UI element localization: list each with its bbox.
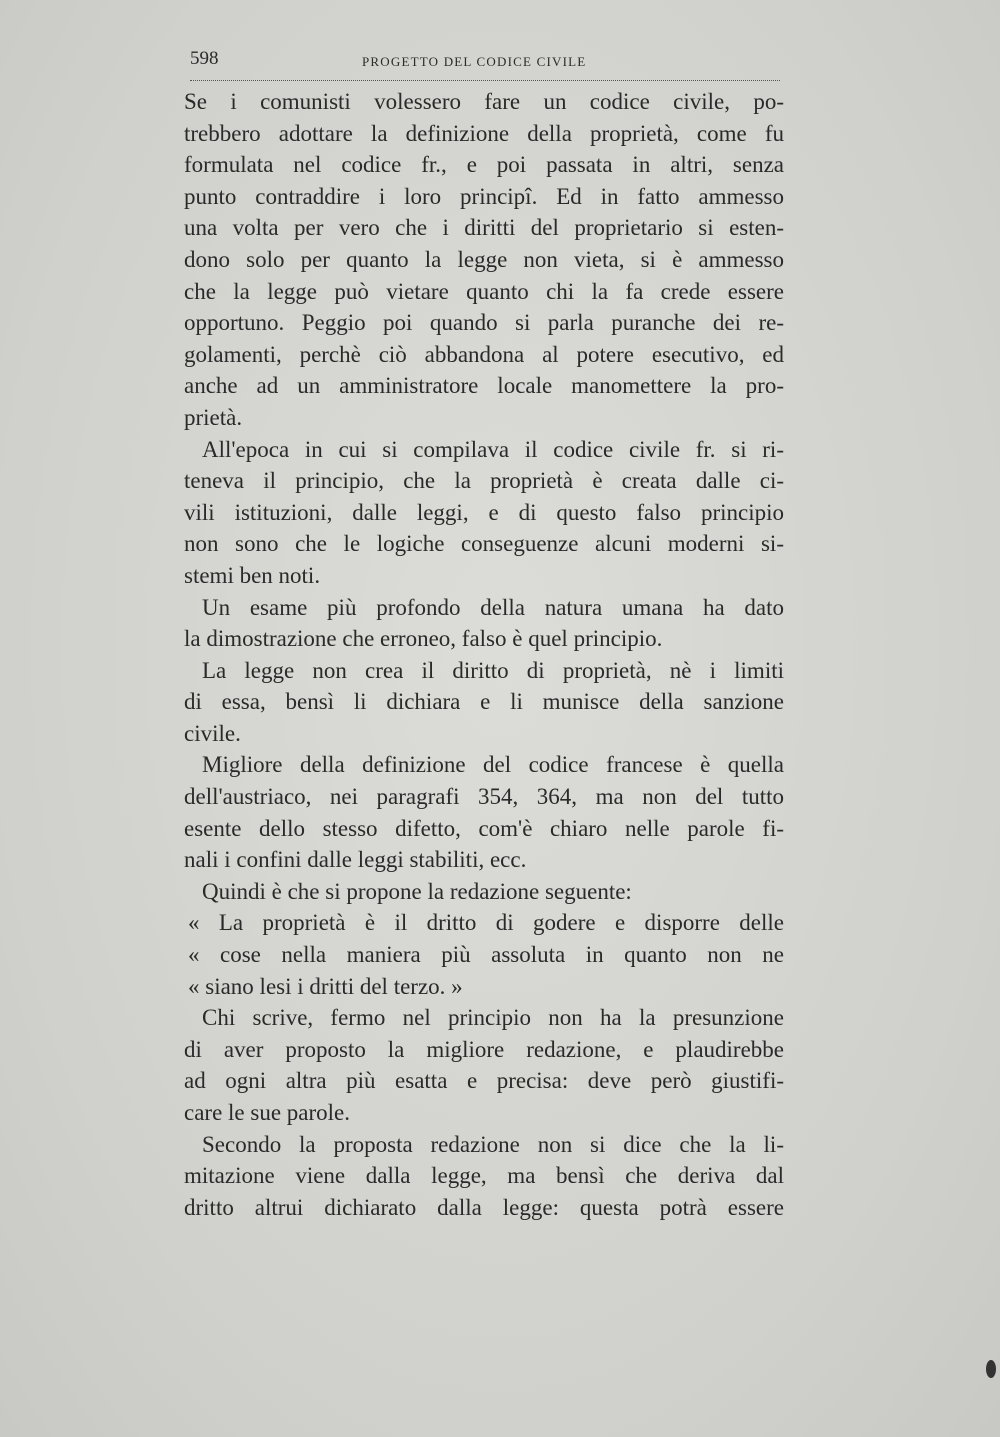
- quote-line: « La proprietà è il dritto di godere e disporre delle: [188, 910, 784, 936]
- text-line: Quindi è che si propone la redazione seguente:: [202, 878, 632, 904]
- text-line: golamenti, perchè ciò abbandona al potere esecutivo, ed: [184, 341, 784, 367]
- text-line: di essa, bensì li dichiara e li munisce della sanzione: [184, 689, 784, 715]
- page-number: 598: [190, 48, 219, 69]
- running-title: PROGETTO DEL CODICE CIVILE: [362, 54, 587, 69]
- body-text: [184, 86, 784, 1223]
- text-line: Secondo la proposta redazione non si dice che la li-: [202, 1131, 784, 1157]
- page-header: [190, 44, 780, 81]
- text-line: Un esame più profondo della natura umana ha dato: [202, 594, 784, 620]
- quote-line: « cose nella maniera più assoluta in quanto non ne: [188, 942, 784, 968]
- text-line: prietà.: [184, 404, 243, 430]
- text-line: anche ad un amministratore locale manomettere la pro-: [184, 373, 784, 399]
- text-line: La legge non crea il diritto di proprietà, nè i limiti: [202, 657, 784, 683]
- text-line: punto contraddire i loro principî. Ed in fatto ammesso: [184, 183, 784, 209]
- text-line: teneva il principio, che la proprietà è creata dalle ci-: [184, 468, 784, 494]
- quote-line: « siano lesi i dritti del terzo. »: [188, 973, 463, 999]
- text-line: mitazione viene dalla legge, ma bensì che deriva dal: [184, 1163, 784, 1189]
- text-line: nali i confini dalle leggi stabiliti, ecc.: [184, 847, 527, 873]
- text-line: vili istituzioni, dalle leggi, e di questo falso principio: [184, 499, 784, 525]
- text-line: civile.: [184, 720, 241, 746]
- text-line: esente dello stesso difetto, com'è chiaro nelle parole fi-: [184, 815, 784, 841]
- text-line: Chi scrive, fermo nel principio non ha la presunzione: [202, 1005, 784, 1031]
- text-line: opportuno. Peggio poi quando si parla puranche dei re-: [184, 310, 784, 336]
- text-line: formulata nel codice fr., e poi passata in altri, senza: [184, 152, 784, 178]
- text-line: dell'austriaco, nei paragrafi 354, 364, ma non del tutto: [184, 784, 784, 810]
- text-line: care le sue parole.: [184, 1100, 351, 1125]
- text-line: stemi ben noti.: [184, 562, 321, 588]
- text-line: dritto altrui dichiarato dalla legge: questa potrà essere: [184, 1194, 784, 1220]
- text-line: che la legge può vietare quanto chi la fa crede essere: [184, 278, 784, 304]
- text-line: non sono che le logiche conseguenze alcuni moderni si-: [184, 531, 784, 557]
- text-line: la dimostrazione che erroneo, falso è quel principio.: [184, 626, 663, 652]
- text-line: di aver proposto la migliore redazione, e plaudirebbe: [184, 1036, 784, 1062]
- text-line: ad ogni altra più esatta e precisa: deve però giustifi-: [184, 1068, 784, 1094]
- text-line: dono solo per quanto la legge non vieta, si è ammesso: [184, 246, 784, 272]
- text-line: Se i comunisti volessero fare un codice civile, po-: [184, 89, 784, 114]
- text-line: All'epoca in cui si compilava il codice civile fr. si ri-: [202, 436, 784, 462]
- text-line: Migliore della definizione del codice francese è quella: [202, 752, 784, 778]
- ink-spot: [986, 1360, 996, 1378]
- text-line: una volta per vero che i diritti del proprietario si esten-: [184, 215, 784, 241]
- text-line: trebbero adottare la definizione della proprietà, come fu: [184, 120, 784, 146]
